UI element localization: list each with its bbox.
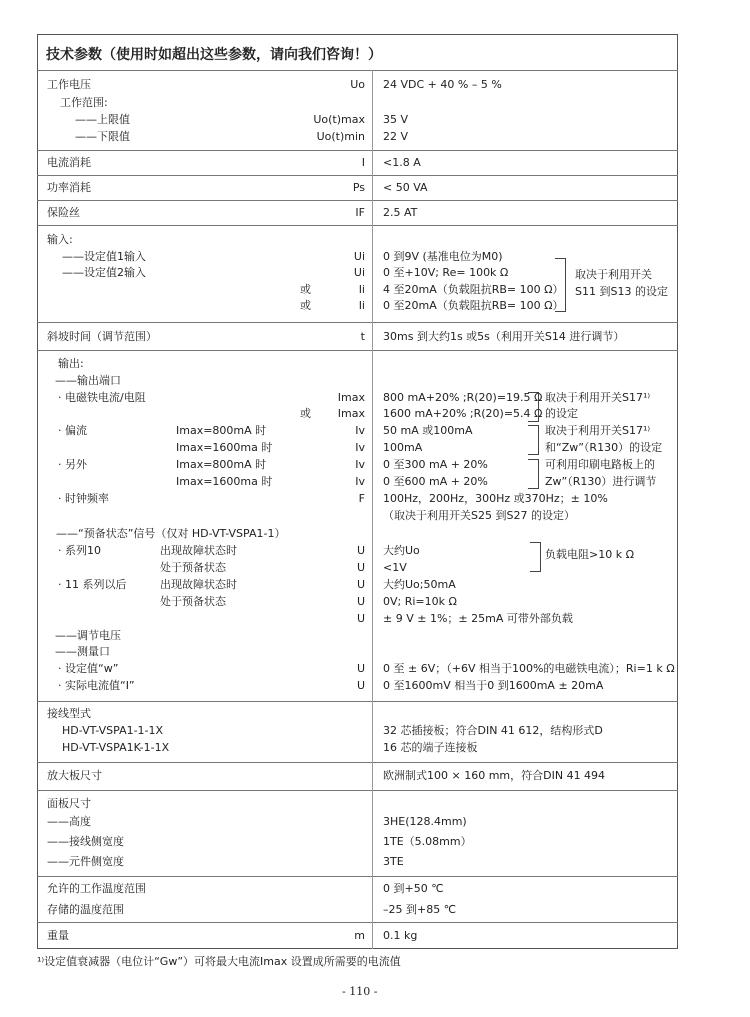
ready-symbol: U	[356, 578, 365, 591]
fuse-label: 保险丝	[47, 206, 80, 219]
board-size-label: 放大板尺寸	[47, 769, 102, 782]
model2-label: HD-VT-VSPA1K-1-1X	[62, 741, 170, 754]
footnote: ¹⁾设定值衰减器（电位计“Gw”）可将最大电流Imax 设置成所需要的电流值	[37, 955, 401, 968]
bias-symbol: Iv	[355, 424, 365, 437]
series11-label: · 11 系列以后	[58, 578, 127, 591]
panel-width1-value: 1TE（5.08mm）	[383, 835, 472, 848]
or-label: 或	[300, 283, 311, 296]
panel-height-label: ——高度	[47, 815, 91, 828]
ready-symbol: U	[356, 595, 365, 608]
setpoint-value: 0 至 ± 6V；（+6V 相当于100%的电磁铁电流）；Ri=1 k Ω	[383, 662, 675, 675]
clock-note: （取决于利用开关S25 到S27 的设定）	[383, 509, 575, 522]
lower-symbol: Uo(t)min	[316, 130, 365, 143]
ramp-label: 斜坡时间（调节范围）	[47, 330, 157, 343]
input4-value: 0 至20mA（负载阻抗RB= 100 Ω）	[383, 299, 564, 312]
fault-label: 出现故障状态时	[160, 578, 237, 591]
supply-value: 24 VDC + 40 % – 5 %	[383, 78, 502, 91]
weight-value: 0.1 kg	[383, 929, 418, 942]
fault-label: 出现故障状态时	[160, 544, 237, 557]
solenoid-value: 800 mA+20% ;R(20)=19.5 Ω	[383, 391, 543, 404]
input-symbol: Ii	[358, 299, 365, 312]
other-symbol: Iv	[355, 475, 365, 488]
page-number: - 110 -	[342, 985, 378, 998]
panel-width2-label: ——元件侧宽度	[47, 855, 124, 868]
panel-width2-value: 3TE	[383, 855, 404, 868]
storage-temp-value: –25 到+85 ℃	[383, 903, 457, 916]
ramp-value: 30ms 到大约1s 或5s（利用开关S14 进行调节）	[383, 330, 625, 343]
weight-symbol: m	[354, 929, 365, 942]
supply-symbol: Uo	[350, 78, 365, 91]
other-note: 可利用印刷电路板上的	[545, 458, 655, 471]
bias-condition: Imax=800mA 时	[176, 424, 267, 437]
solenoid-symbol: Imax	[337, 407, 365, 420]
solenoid-note: 的设定	[545, 407, 578, 420]
model1-label: HD-VT-VSPA1-1-1X	[62, 724, 164, 737]
or-label: 或	[300, 299, 311, 312]
bias-value: 100mA	[383, 441, 423, 454]
ready-value: <1V	[383, 561, 407, 574]
divider	[37, 200, 678, 201]
bias-label: · 偏流	[58, 424, 87, 437]
divider	[37, 350, 678, 351]
ready-value: 大约Uo;50mA	[383, 578, 456, 591]
divider	[37, 790, 678, 791]
bracket	[528, 392, 539, 422]
output-port-label: ——输出端口	[55, 374, 121, 387]
inputs-label: 输入:	[47, 233, 73, 246]
setpoint-label: · 设定值“w”	[58, 662, 119, 675]
actual-current-value: 0 至1600mV 相当于0 到1600mA ± 20mA	[383, 679, 604, 692]
current-label: 电流消耗	[47, 156, 91, 169]
input-symbol: Ui	[353, 266, 365, 279]
divider	[37, 70, 678, 71]
adjust-voltage-label: ——调节电压	[55, 629, 121, 642]
solenoid-value: 1600 mA+20% ;R(20)=5.4 Ω	[383, 407, 543, 420]
model1-value: 32 芯插接板；符合DIN 41 612，结构形式D	[383, 724, 603, 737]
current-symbol: I	[361, 156, 365, 169]
ready-label: 处于预备状态	[160, 561, 226, 574]
input2-label: ——设定值2输入	[62, 266, 146, 279]
ready-symbol: U	[356, 561, 365, 574]
bias-symbol: Iv	[355, 441, 365, 454]
solenoid-note: 取决于利用开关S17¹⁾	[545, 391, 651, 404]
bracket	[555, 258, 566, 312]
upper-value: 35 V	[383, 113, 409, 126]
bias-condition: Imax=1600ma 时	[176, 441, 273, 454]
bracket	[530, 542, 541, 572]
clock-symbol: F	[358, 492, 365, 505]
bracket	[528, 425, 539, 455]
ready-note: 负载电阻>10 k Ω	[545, 548, 634, 561]
power-label: 功率消耗	[47, 181, 91, 194]
ready-label: 处于预备状态	[160, 595, 226, 608]
upper-symbol: Uo(t)max	[313, 113, 365, 126]
other-label: · 另外	[58, 458, 87, 471]
panel-width1-label: ——接线侧宽度	[47, 835, 124, 848]
other-value: 0 至600 mA + 20%	[383, 475, 488, 488]
other-value: 0 至300 mA + 20%	[383, 458, 488, 471]
series10-label: · 系列10	[58, 544, 101, 557]
input1-label: ——设定值1输入	[62, 250, 146, 263]
measure-symbol: U	[356, 662, 365, 675]
actual-current-label: · 实际电流值“I”	[58, 679, 135, 692]
divider	[37, 175, 678, 176]
divider	[37, 876, 678, 877]
inputs-note: 取决于利用开关	[575, 268, 652, 281]
other-note: Zw”（R130）进行调节	[545, 475, 657, 488]
ramp-symbol: t	[360, 330, 365, 343]
ready-symbol: U	[356, 612, 365, 625]
column-divider	[372, 70, 373, 949]
clock-label: · 时钟频率	[58, 492, 109, 505]
weight-label: 重量	[47, 929, 69, 942]
solenoid-label: · 电磁铁电流/电阻	[58, 391, 146, 404]
input3-value: 4 至20mA（负载阻抗RB= 100 Ω）	[383, 283, 564, 296]
other-condition: Imax=1600ma 时	[176, 475, 273, 488]
other-condition: Imax=800mA 时	[176, 458, 267, 471]
input1-value: 0 到9V (基准电位为M0)	[383, 250, 503, 263]
divider	[37, 225, 678, 226]
measure-symbol: U	[356, 679, 365, 692]
operating-temp-label: 允许的工作温度范围	[47, 882, 146, 895]
other-symbol: Iv	[355, 458, 365, 471]
bias-note: 和“Zw”（R130）的设定	[545, 441, 663, 454]
supply-label: 工作电压	[47, 78, 91, 91]
power-value: < 50 VA	[383, 181, 428, 194]
divider	[37, 922, 678, 923]
input2-value: 0 至+10V; Re= 100k Ω	[383, 266, 509, 279]
model2-value: 16 芯的端子连接板	[383, 741, 478, 754]
lower-label: ——下限值	[75, 130, 130, 143]
divider	[37, 762, 678, 763]
ready-signal-label: ——“预备状态”信号（仅对 HD-VT-VSPA1-1）	[56, 527, 286, 540]
bracket	[528, 459, 539, 489]
outputs-label: 输出:	[58, 357, 84, 370]
divider	[37, 322, 678, 323]
power-symbol: Ps	[352, 181, 365, 194]
solenoid-symbol: Imax	[337, 391, 365, 404]
ready-value: ± 9 V ± 1%；± 25mA 可带外部负载	[383, 612, 573, 625]
upper-label: ——上限值	[75, 113, 130, 126]
ready-value: 0V; Ri=10k Ω	[383, 595, 457, 608]
connection-label: 接线型式	[47, 707, 91, 720]
ready-symbol: U	[356, 544, 365, 557]
clock-value: 100Hz，200Hz，300Hz 或370Hz；± 10%	[383, 492, 608, 505]
divider	[37, 701, 678, 702]
current-value: <1.8 A	[383, 156, 421, 169]
storage-temp-label: 存储的温度范围	[47, 903, 124, 916]
panel-size-label: 面板尺寸	[47, 797, 91, 810]
ready-value: 大约Uo	[383, 544, 420, 557]
bias-value: 50 mA 或100mA	[383, 424, 473, 437]
measure-port-label: ——测量口	[55, 645, 110, 658]
input-symbol: Ui	[353, 250, 365, 263]
bias-note: 取决于利用开关S17¹⁾	[545, 424, 651, 437]
or-label: 或	[300, 407, 311, 420]
input-symbol: Ii	[358, 283, 365, 296]
range-label: 工作范围:	[60, 96, 108, 109]
fuse-symbol: IF	[355, 206, 365, 219]
board-size-value: 欧洲制式100 × 160 mm，符合DIN 41 494	[383, 769, 606, 782]
panel-height-value: 3HE(128.4mm)	[383, 815, 467, 828]
inputs-note: S11 到S13 的设定	[575, 285, 668, 298]
fuse-value: 2.5 AT	[383, 206, 418, 219]
page-title: 技术参数（使用时如超出这些参数，请向我们咨询！）	[46, 47, 382, 63]
lower-value: 22 V	[383, 130, 409, 143]
divider	[37, 150, 678, 151]
operating-temp-value: 0 到+50 ℃	[383, 882, 444, 895]
